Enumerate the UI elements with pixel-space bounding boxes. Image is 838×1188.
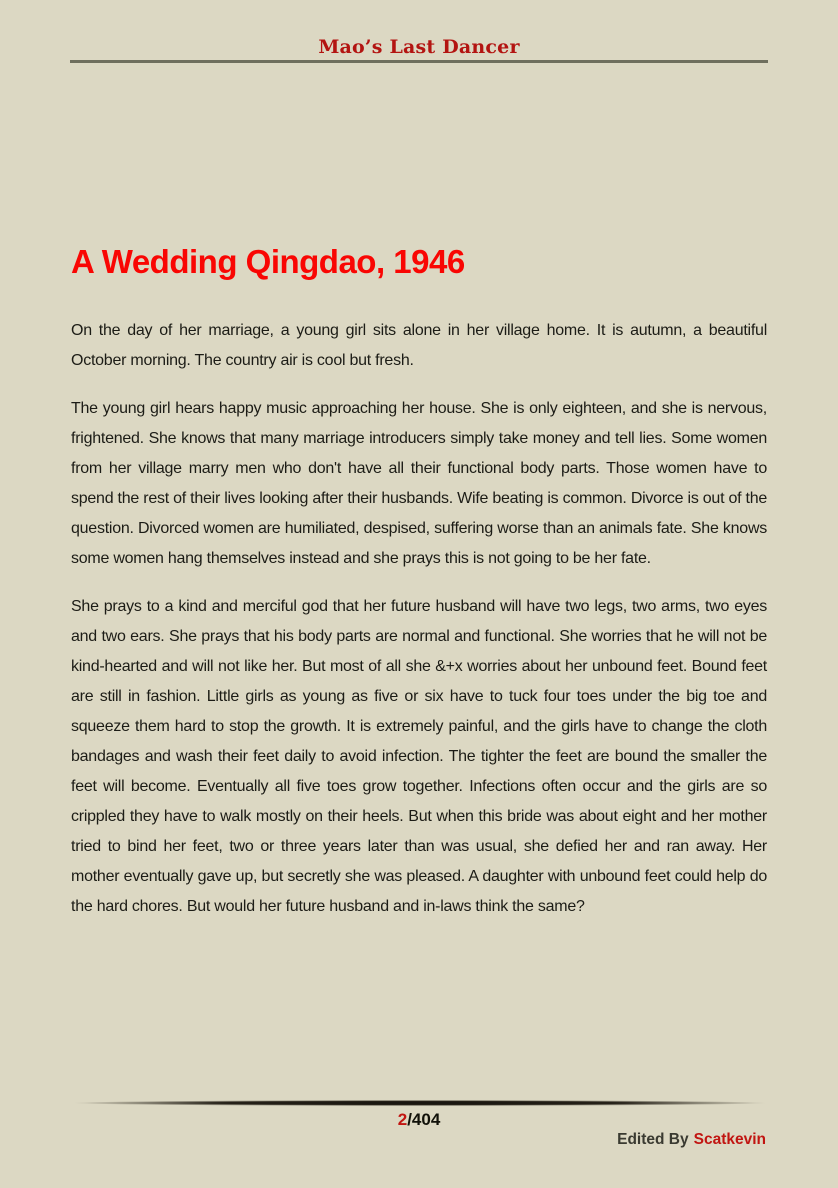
header-divider <box>70 60 768 63</box>
paragraph: The young girl hears happy music approaching her house. She is only eighteen, and she is nervous, frightened. She knows that many marriage introducers simply take money and tell lies. Some women from her village marry men who don't have all their functional body parts. Those women have to spend the rest of their lives looking after their husbands. Wife beating is common. Divorce is out of the question. Divorced women are humiliated, despised, suffering worse than an animals fate. She knows some women hang themselves instead and she prays this is not going to be her fate. <box>71 400 767 567</box>
chapter-content <box>71 243 767 940</box>
paragraph: She prays to a kind and merciful god that her future husband will have two legs, two arms, two eyes and two ears. She prays that his body parts are normal and functional. She worries that he will not be kind-hearted and will not like her. But most of all she &+x worries about her unbound feet. Bound feet are still in fashion. Little girls as young as five or six have to tuck four toes under the big toe and squeeze them hard to stop the growth. It is extremely painful, and the girls have to change the cloth bandages and wash their feet daily to avoid infection. The tighter the feet are bound the smaller the feet will become. Eventually all five toes grow together. Infections often occur and the girls are so crippled they have to walk mostly on their heels. But when this bride was about eight and her mother tried to bind her feet, two or three years later than was usual, she defied her and ran away. Her mother eventually gave up, but secretly she was pleased. A daughter with unbound feet could help do the hard chores. But would her future husband and in-laws think the same? <box>71 598 767 915</box>
paragraph: On the day of her marriage, a young girl sits alone in her village home. It is autumn, a beautiful October morning. The country air is cool but fresh. <box>71 322 767 369</box>
footer-divider <box>73 1100 767 1106</box>
chapter-title: A Wedding Qingdao, 1946 <box>71 243 465 280</box>
edited-by-label: Edited By <box>617 1131 689 1148</box>
edited-by <box>617 1131 766 1149</box>
editor-name: Scatkevin <box>693 1131 766 1148</box>
page-number <box>0 1110 838 1130</box>
book-title: Mao’s Last Dancer <box>318 36 520 58</box>
page-number-total: /404 <box>407 1110 441 1129</box>
page-number-current: 2 <box>397 1110 408 1129</box>
